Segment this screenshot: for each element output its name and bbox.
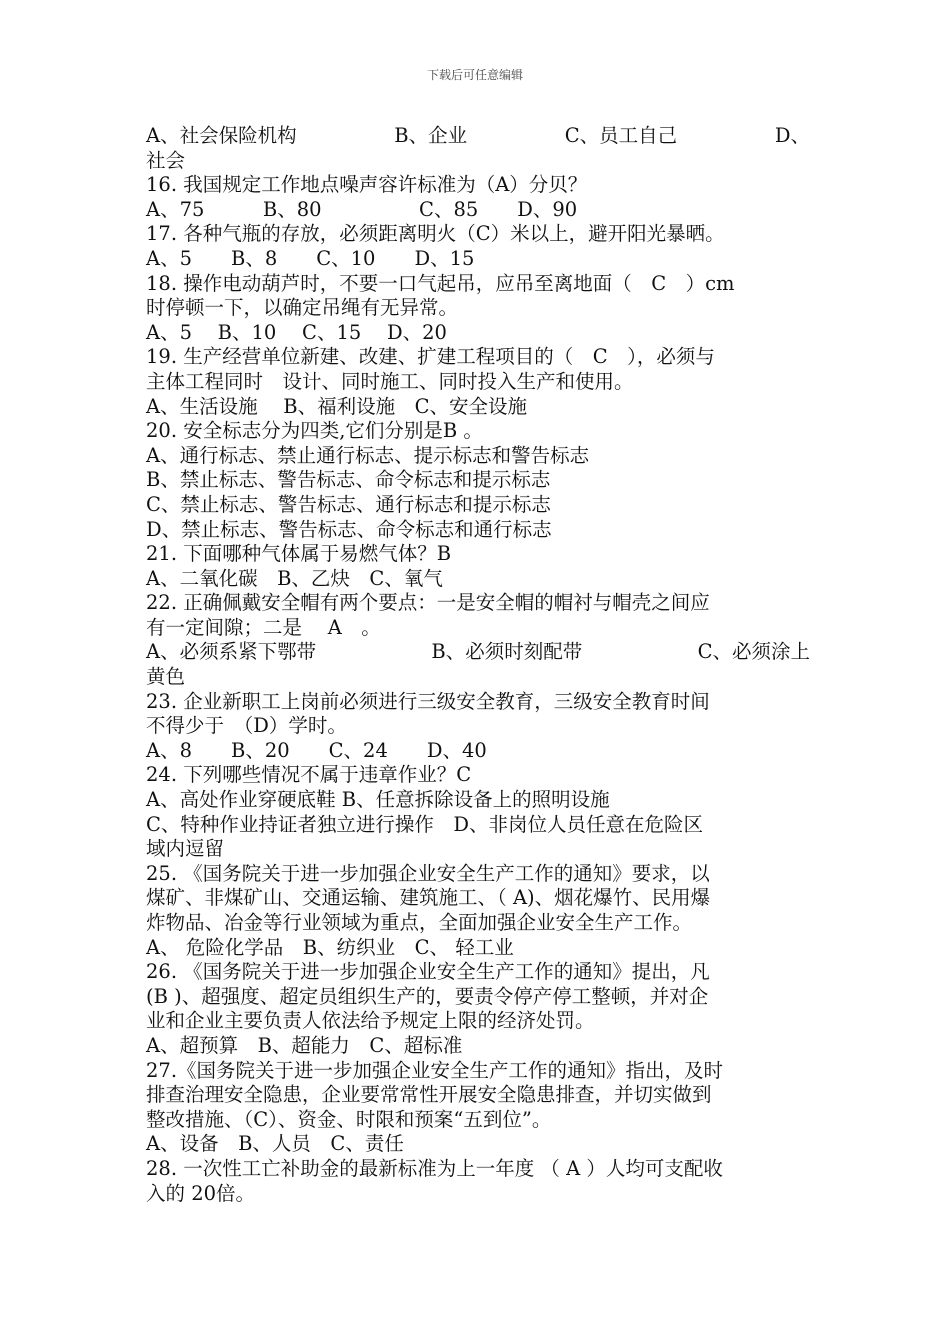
option-b: B、企业 [394, 124, 468, 147]
option-c: C、员工自己 [564, 124, 678, 147]
options-19: A、生活设施 B、福利设施 C、安全设施 [146, 394, 528, 418]
options-23: A、8 B、20 C、24 D、40 [146, 738, 487, 762]
options-17: A、5 B、8 C、10 D、15 [146, 246, 475, 270]
options-21: A、二氧化碳 B、乙炔 C、氧气 [146, 566, 443, 590]
option-d: D、 [774, 124, 810, 147]
question-25-cont: 炸物品、冶金等行业领域为重点，全面加强企业安全生产工作。 [146, 911, 693, 934]
options-18: A、5 B、10 C、15 D、20 [146, 320, 447, 344]
page-header: 下载后可任意编辑 [426, 68, 523, 82]
question-25: 25. 《国务院关于进一步加强企业安全生产工作的通知》要求，以 [146, 861, 710, 885]
text-line: 域内逗留 [146, 837, 225, 861]
question-20: 20. 安全标志分为四类,它们分别是B 。 [146, 419, 483, 443]
text-line [146, 124, 810, 149]
question-25-cont: 煤矿、非煤矿山、交通运输、建筑施工、（ A)、烟花爆竹、民用爆 [146, 886, 711, 910]
question-19: 19. 生产经营单位新建、改建、扩建工程项目的（ C ），必须与 [146, 345, 715, 369]
question-26-cont: 业和企业主要负责人依法给予规定上限的经济处罚。 [146, 1009, 595, 1033]
question-16: 16. 我国规定工作地点噪声容许标准为（A）分贝？ [146, 173, 588, 197]
option-c: C、必须涂上 [697, 640, 810, 664]
question-23-cont: 不得少于 （D）学时。 [146, 714, 347, 738]
question-24: 24. 下列哪些情况不属于违章作业？C [146, 763, 472, 787]
question-27-cont: 整改措施、（C）、资金、时限和预案“五到位”。 [146, 1107, 552, 1131]
question-21: 21. 下面哪种气体属于易燃气体？B [146, 542, 452, 566]
question-22: 22. 正确佩戴安全帽有两个要点：一是安全帽的帽衬与帽壳之间应 [146, 591, 710, 615]
options-27: A、设备 B、人员 C、责任 [146, 1132, 404, 1156]
text-line: 社会 [146, 148, 186, 172]
question-19-cont: 主体工程同时 设计、同时施工、同时投入生产和使用。 [146, 369, 634, 393]
question-26-cont: (B )、超强度、超定员组织生产的，要责令停产停工整顿，并对企 [146, 984, 709, 1008]
options-26: A、超预算 B、超能力 C、超标准 [146, 1033, 463, 1057]
text-line: 黄色 [146, 665, 186, 689]
question-26: 26. 《国务院关于进一步加强企业安全生产工作的通知》提出，凡 [146, 960, 710, 984]
question-28-cont: 入的 20倍。 [146, 1181, 256, 1205]
options-16: A、75 B、80 C、85 D、90 [146, 197, 578, 221]
options-20-a: A、通行标志、禁止通行标志、提示标志和警告标志 [146, 443, 590, 467]
question-18: 18. 操作电动葫芦时，不要一口气起吊，应吊至离地面（ C ）cm [146, 271, 735, 295]
question-22-cont: 有一定间隙；二是 A 。 [146, 615, 381, 639]
question-17: 17. 各种气瓶的存放，必须距离明火（C）米以上，避开阳光暴晒。 [146, 222, 725, 246]
option-b: B、必须时刻配带 [431, 640, 583, 664]
question-list [146, 124, 810, 1206]
option-a: A、必须系紧下鄂带 [146, 640, 317, 664]
question-28: 28. 一次性工亡补助金的最新标准为上一年度 （ A ）人均可支配收 [146, 1156, 723, 1180]
question-18-cont: 时停顿一下，以确定吊绳有无异常。 [146, 296, 459, 320]
option-a: A、社会保险机构 [146, 124, 297, 147]
options-20-d: D、禁止标志、警告标志、命令标志和通行标志 [146, 517, 552, 541]
question-27: 27.《国务院关于进一步加强企业安全生产工作的通知》指出，及时 [146, 1058, 724, 1082]
options-25: A、 危险化学品 B、纺织业 C、 轻工业 [146, 935, 514, 959]
options-20-b: B、禁止标志、警告标志、命令标志和提示标志 [146, 468, 551, 492]
options-22 [146, 640, 810, 665]
question-23: 23. 企业新职工上岗前必须进行三级安全教育，三级安全教育时间 [146, 689, 710, 713]
options-24-cd: C、特种作业持证者独立进行操作 D、非岗位人员任意在危险区 [146, 812, 704, 836]
options-20-c: C、禁止标志、警告标志、通行标志和提示标志 [146, 492, 551, 516]
options-24-ab: A、高处作业穿硬底鞋 B、任意拆除设备上的照明设施 [146, 788, 610, 812]
question-27-cont: 排查治理安全隐患，企业要常常性开展安全隐患排查，并切实做到 [146, 1083, 712, 1107]
